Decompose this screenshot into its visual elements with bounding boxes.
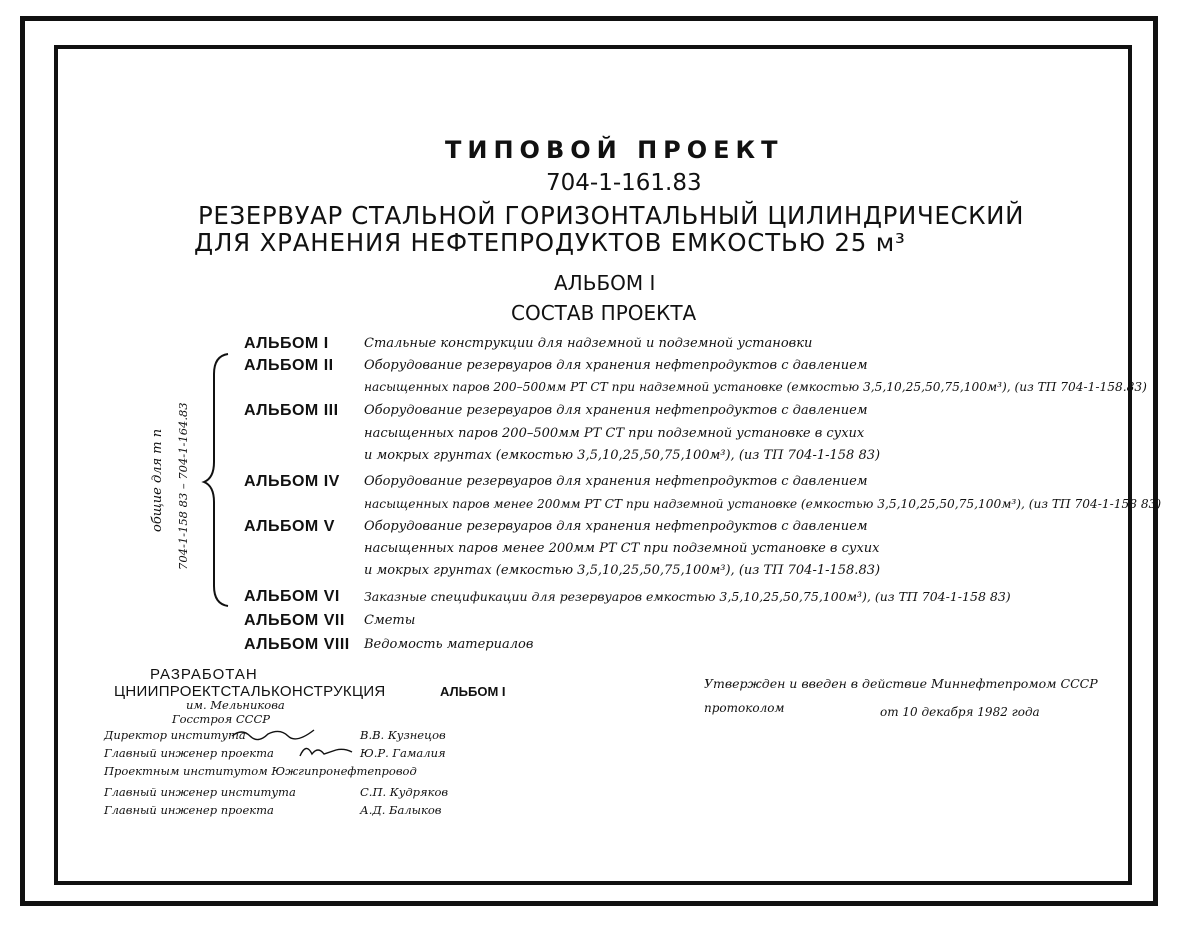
approval-line1: Утвержден и введен в действие Миннефтепромом СССР [704,676,1098,691]
approval-line2-left: протоколом [704,701,785,715]
signature-role-5: Главный инженер проекта [104,803,274,817]
album-heading: АЛЬБОМ I [554,271,656,295]
signature-role-2: Главный инженер проекта [104,746,274,760]
side-note-line1: общие для т п [150,428,165,532]
developer-sub2: Госстроя СССР [172,712,271,726]
album-3-name: АЛЬБОМ III [244,402,339,419]
project-number: 704-1-161.83 [546,170,702,196]
signature-name-5: А.Д. Балыков [360,803,442,817]
album-2-line1: Оборудование резервуаров для хранения нефтепродуктов с давлением [364,358,868,373]
signature-name-2: Ю.Р. Гамалия [360,746,446,760]
signature-role-4: Главный инженер института [104,785,296,799]
developer-sub1: им. Мельникова [186,698,285,712]
album-5-line3: и мокрых грунтах (емкостью 3,5,10,25,50,75,100м³), (из ТП 704-1-158.83) [364,563,881,578]
composition-heading: СОСТАВ ПРОЕКТА [511,301,697,325]
album-4-line2: насыщенных паров менее 200мм РТ СТ при надземной установке (емкостью 3,5,10,25,50,75,100м³), (из ТП 704-1-158 83) [364,497,1162,511]
project-subtitle-line1: РЕЗЕРВУАР СТАЛЬНОЙ ГОРИЗОНТАЛЬНЫЙ ЦИЛИНДРИЧЕСКИЙ [198,201,1025,230]
album-5-name: АЛЬБОМ V [244,518,335,535]
album-6-name: АЛЬБОМ VI [244,588,340,605]
album-3-line2: насыщенных паров 200–500мм РТ СТ при подземной установке в сухих [364,426,865,441]
album-4-name: АЛЬБОМ IV [244,473,340,490]
developer-album: АЛЬБОМ I [440,684,506,699]
album-7-name: АЛЬБОМ VII [244,612,345,629]
album-5-line1: Оборудование резервуаров для хранения нефтепродуктов с давлением [364,519,868,534]
signature-name-1: В.В. Кузнецов [360,728,446,742]
album-5-line2: насыщенных паров менее 200мм РТ СТ при подземной установке в сухих [364,541,880,556]
album-7-line1: Сметы [364,613,416,628]
album-1-name: АЛЬБОМ I [244,335,329,352]
album-8-line1: Ведомость материалов [364,637,534,652]
album-2-name: АЛЬБОМ II [244,357,334,374]
side-note-line2: 704-1-158 83 – 704-1-164.83 [176,402,190,570]
album-8-name: АЛЬБОМ VIII [244,636,350,653]
signature-role-1: Директор института [104,728,246,742]
signature-name-4: С.П. Кудряков [360,785,449,799]
project-subtitle-line2: ДЛЯ ХРАНЕНИЯ НЕФТЕПРОДУКТОВ ЕМКОСТЬЮ 25 м³ [194,228,906,257]
album-1-line1: Стальные конструкции для надземной и подземной установки [364,336,813,351]
developer-heading: РАЗРАБОТАН [150,666,258,683]
developer-org: ЦНИИПРОЕКТСТАЛЬКОНСТРУКЦИЯ [114,683,386,700]
album-2-line2: насыщенных паров 200–500мм РТ СТ при надземной установке (емкостью 3,5,10,25,50,75,100м³), (из ТП 704-1-158.83) [364,380,1147,394]
approval-line2-right: от 10 декабря 1982 года [880,705,1040,719]
album-6-line1: Заказные спецификации для резервуаров емкостью 3,5,10,25,50,75,100м³), (из ТП 704-1-158 83) [364,589,1011,604]
album-3-line1: Оборудование резервуаров для хранения нефтепродуктов с давлением [364,403,868,418]
signature-scribble-2 [296,740,356,762]
signature-role-3: Проектным институтом Южгипронефтепровод [104,764,417,778]
brace-bracket [198,350,238,610]
album-3-line3: и мокрых грунтах (емкостью 3,5,10,25,50,75,100м³), (из ТП 704-1-158 83) [364,448,881,463]
album-4-line1: Оборудование резервуаров для хранения нефтепродуктов с давлением [364,474,868,489]
project-type-title: ТИПОВОЙ ПРОЕКТ [445,136,784,164]
